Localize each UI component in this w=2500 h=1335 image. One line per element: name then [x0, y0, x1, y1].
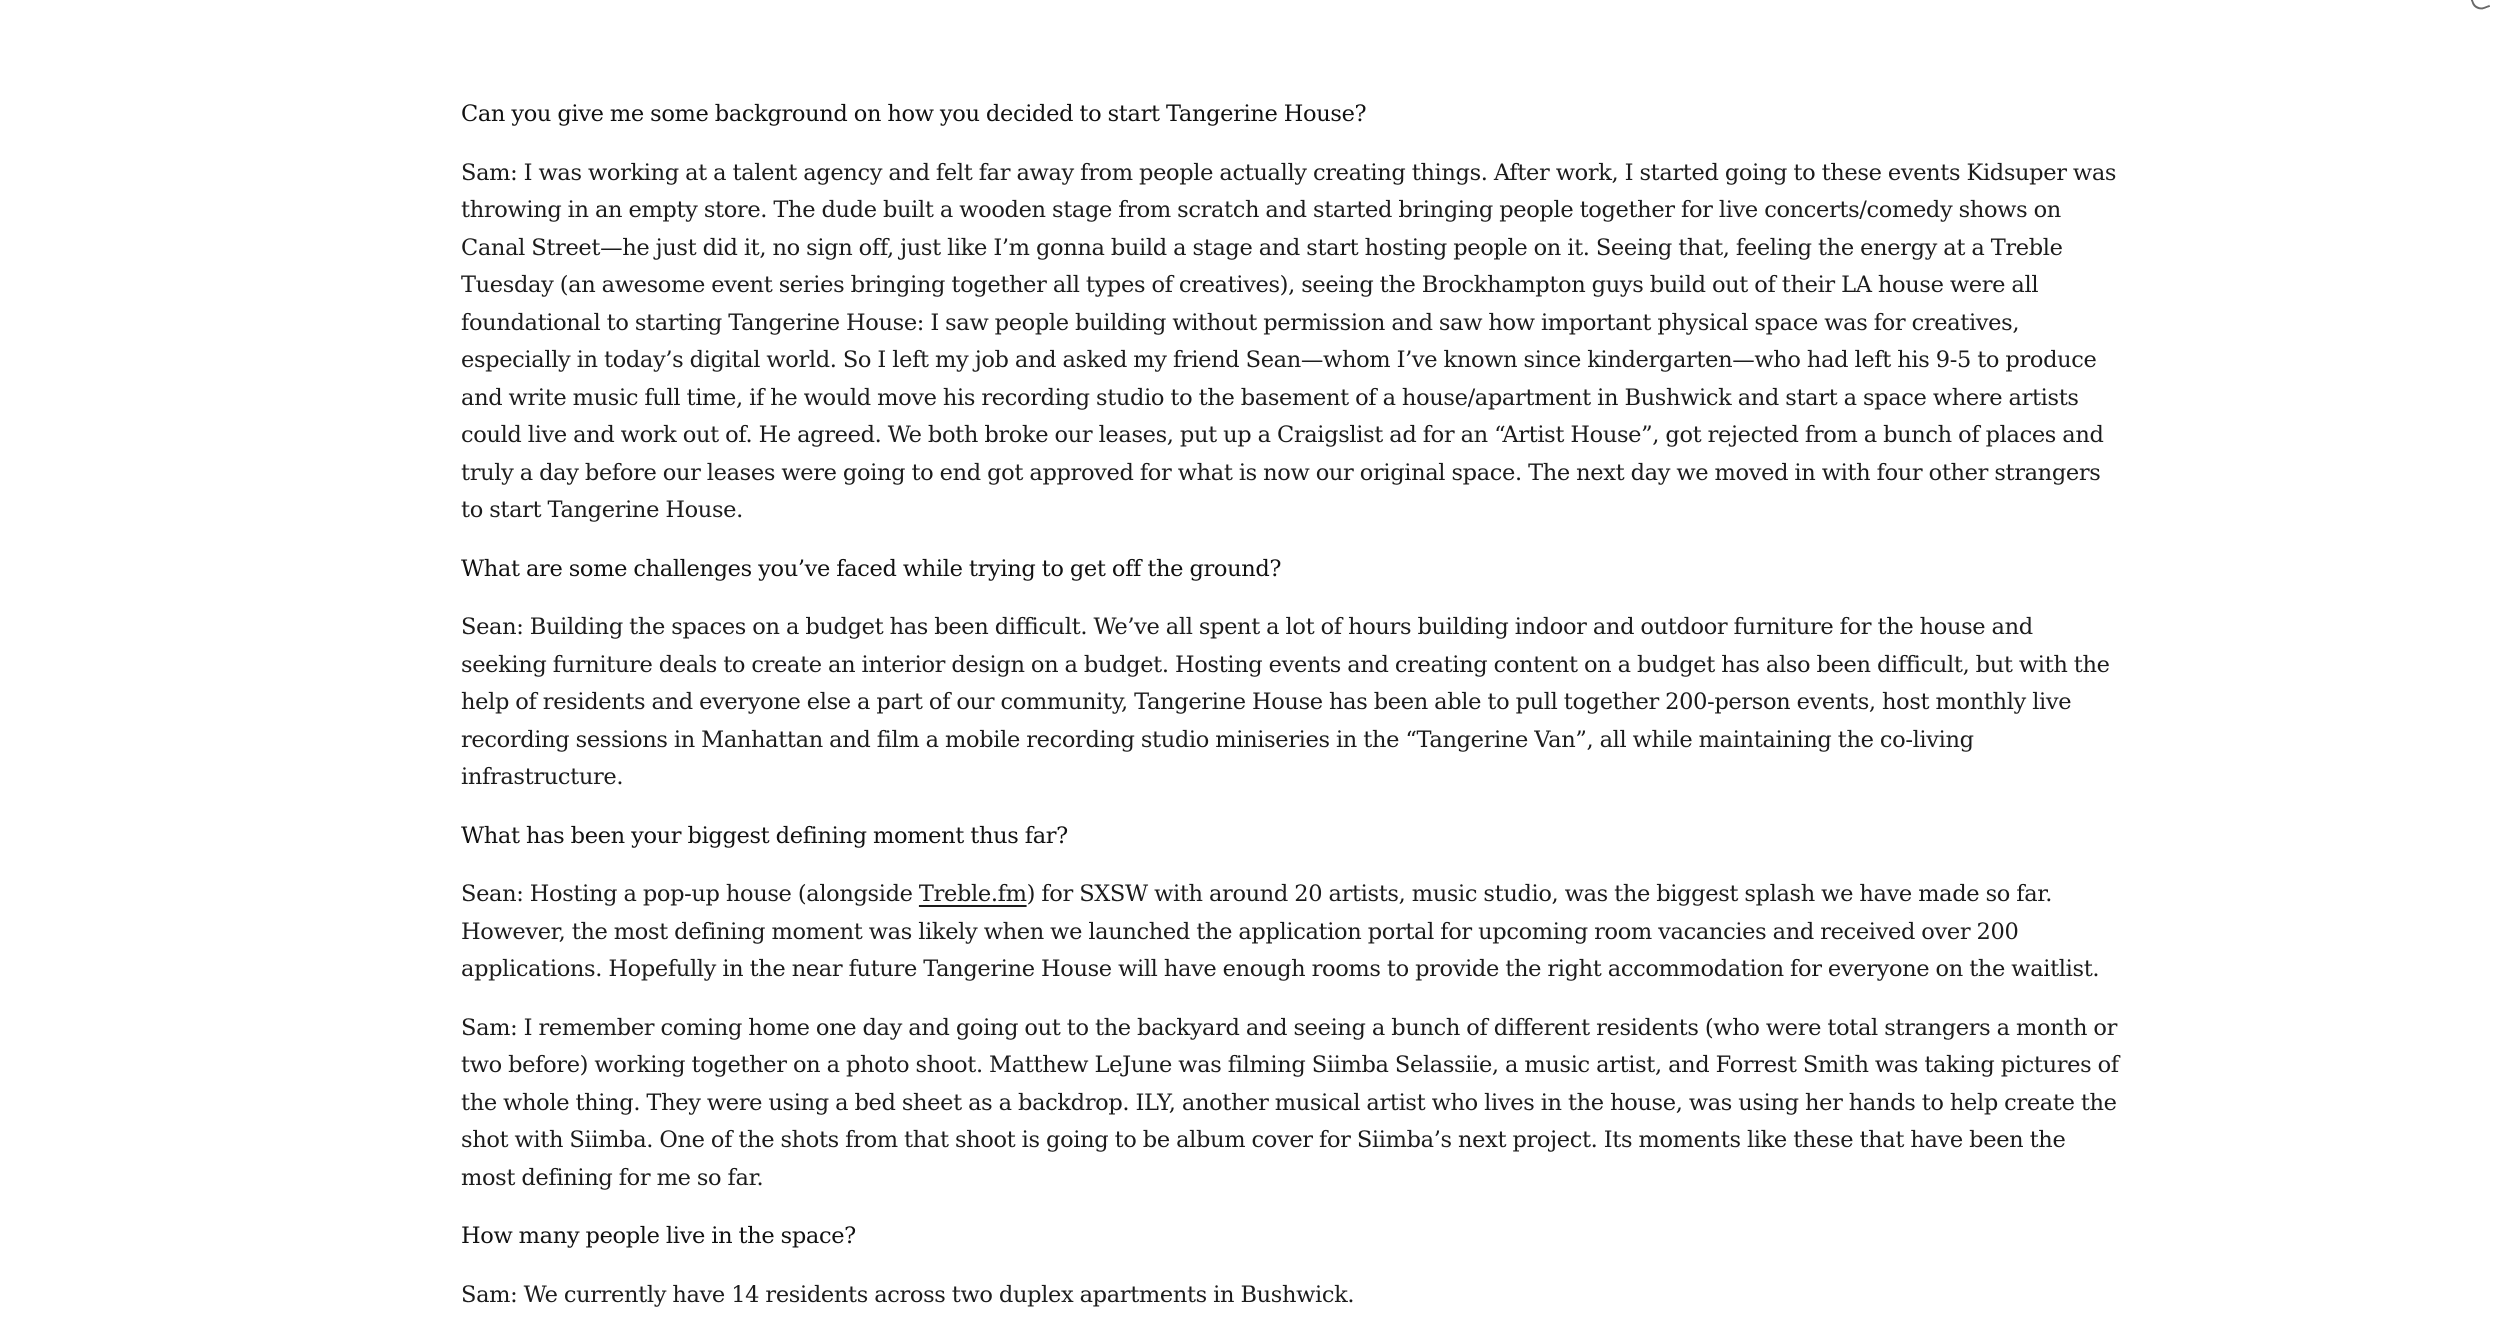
answer-text-before-link: Sean: Hosting a pop-up house (alongside — [461, 881, 919, 907]
answer-defining-moment-sean — [461, 876, 2121, 989]
answer-background: Sam: I was working at a talent agency and felt far away from people actually creating things. After work, I started going to these events Kidsuper was throwing in an empty store. The dude built a wooden stage from scratch and started bringing people together for live concerts/comedy shows on Canal Street—he just did it, no sign off, just like I’m gonna build a stage and start hosting people on it. Seeing that, feeling the energy at a Treble Tuesday (an awesome event series bringing together all types of creatives), seeing the Brockhampton guys build out of their LA house were all foundational to starting Tangerine House: I saw people building without permission and saw how important physical space was for creatives, especially in today’s digital world. So I left my job and asked my friend Sean—whom I’ve known since kindergarten—who had left his 9-5 to produce and write music full time, if he would move his recording studio to the basement of a house/apartment in Bushwick and start a space where artists could live and work out of. He agreed. We both broke our leases, put up a Craigslist ad for an “Artist House”, got rejected from a bunch of places and truly a day before our leases were going to end got approved for what is now our original space. The next day we moved in with four other strangers to start Tangerine House. — [461, 159, 2117, 523]
interview-article — [461, 96, 2121, 1335]
question-background: Can you give me some background on how you decided to start Tangerine House? — [461, 101, 1367, 127]
question-defining-moment: What has been your biggest defining moment thus far? — [461, 822, 1068, 849]
answer-text-after-link: ) for SXSW with around 20 artists, music studio, was the biggest splash we have made so far. However, the most defining moment was likely when we launched the application portal for upcoming room vacancies and received over 200 applications. Hopefully in the near future Tangerine House will have enough rooms to provide the right accommodation for everyone on the waitlist. — [461, 881, 2100, 982]
corner-glyph-icon — [2470, 0, 2491, 12]
treble-fm-link[interactable]: Treble.fm — [918, 881, 1027, 907]
answer-challenges: Sean: Building the spaces on a budget has been difficult. We’ve all spent a lot of hours building indoor and outdoor furniture for the house and seeking furniture deals to create an interior design on a budget. Hosting events and creating content on a budget has also been difficult, but with the help of residents and everyone else a part of our community, Tangerine House has been able to pull together 200-person events, host monthly live recording sessions in Manhattan and film a mobile recording studio miniseries in the “Tangerine Van”, all while maintaining the co-living infrastructure. — [461, 614, 2110, 790]
answer-defining-moment-sam: Sam: I remember coming home one day and going out to the backyard and seeing a bunch of different residents (who were total strangers a month or two before) working together on a photo shoot. Matthew LeJune was filming Siimba Selassiie, a music artist, and Forrest Smith was taking pictures of the whole thing. They were using a bed sheet as a backdrop. ILY, another musical artist who lives in the house, was using her hands to help create the shot with Siimba. One of the shots from that shoot is going to be album cover for Siimba’s next project. Its moments like these that have been the most defining for me so far. — [461, 1014, 2119, 1191]
question-residents: How many people live in the space? — [461, 1223, 856, 1249]
question-challenges: What are some challenges you’ve faced while trying to get off the ground? — [461, 555, 1282, 582]
answer-residents: Sam: We currently have 14 residents across two duplex apartments in Bushwick. — [461, 1281, 1355, 1308]
